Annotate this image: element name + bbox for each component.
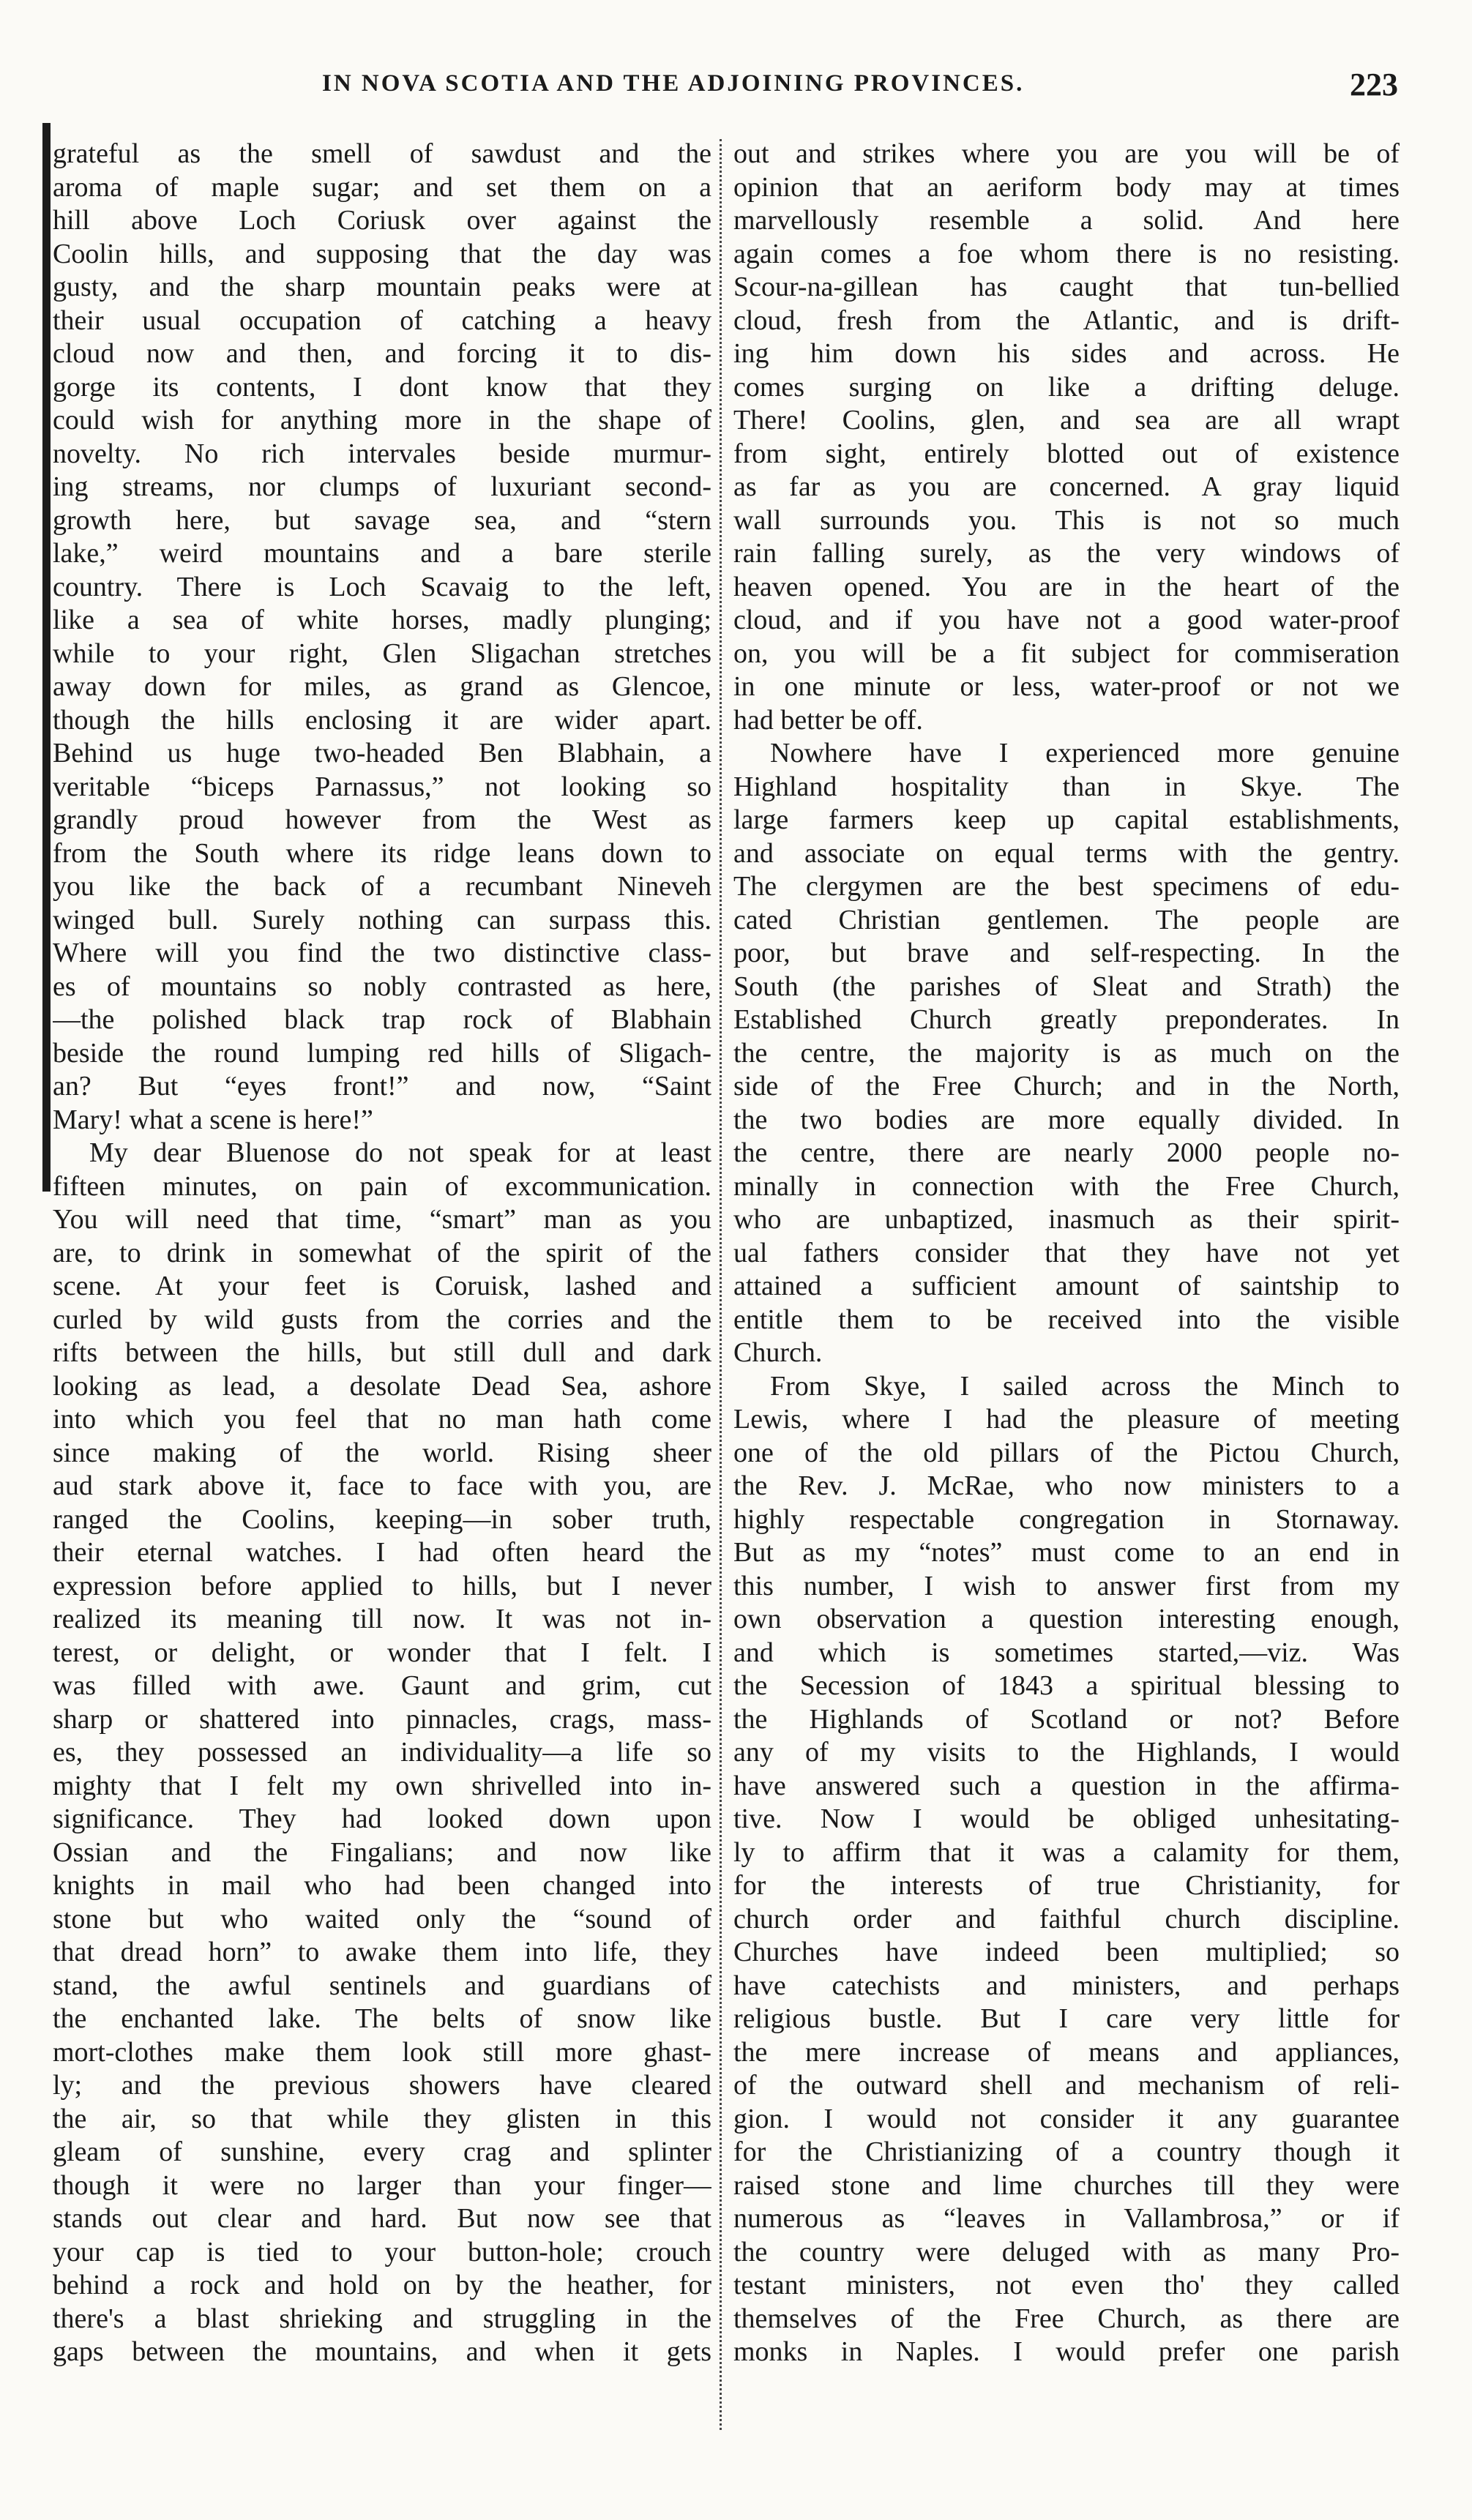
text-line: veritable “biceps Parnassus,” not looking so [53, 771, 711, 802]
text-line: My dear Bluenose do not speak for at least [89, 1137, 711, 1168]
text-line: cated Christian gentlemen. The people are [733, 904, 1400, 935]
text-line: ly; and the previous showers have cleared [53, 2070, 711, 2101]
text-line: poor, but brave and self-respecting. In the [733, 938, 1400, 968]
text-line: stone but who waited only the “sound of [53, 1903, 711, 1934]
text-line: raised stone and lime churches till they were [733, 2169, 1400, 2201]
text-line: curled by wild gusts from the corries and the [53, 1304, 711, 1335]
text-line: from the South where its ridge leans down to [53, 837, 711, 869]
text-line: Coolin hills, and supposing that the day was [53, 238, 711, 269]
text-line: ing streams, nor clumps of luxuriant second- [53, 471, 711, 502]
column-divider [720, 139, 722, 2430]
margin-rule [42, 123, 51, 1192]
text-line: have catechists and ministers, and perhaps [733, 1970, 1400, 2001]
text-line: this number, I wish to answer first from my [733, 1570, 1400, 1601]
text-line: from sight, entirely blotted out of existence [733, 438, 1400, 469]
text-line: who are unbaptized, inasmuch as their spirit- [733, 1204, 1400, 1235]
text-line: entitle them to be received into the visible [733, 1304, 1400, 1335]
text-line: though it were no larger than your finger— [53, 2169, 711, 2201]
text-line: es, they possessed an individuality—a life so [53, 1737, 711, 1768]
text-line: and which is sometimes started,—viz. Was [733, 1637, 1400, 1668]
text-line: gorge its contents, I dont know that they [53, 371, 711, 403]
text-line: the two bodies are more equally divided. In [733, 1104, 1400, 1135]
text-line: Where will you find the two distinctive class- [53, 938, 711, 968]
text-line: of the outward shell and mechanism of reli- [733, 2070, 1400, 2101]
text-line: in one minute or less, water-proof or not we [733, 671, 1400, 702]
text-line: Scour-na-gillean has caught that tun-bellied [733, 272, 1400, 302]
text-line: as far as you are concerned. A gray liquid [733, 471, 1400, 502]
text-line: expression before applied to hills, but I never [53, 1570, 711, 1601]
text-line: significance. They had looked down upon [53, 1803, 711, 1834]
text-line: country. There is Loch Scavaig to the left, [53, 571, 711, 602]
text-line: There! Coolins, glen, and sea are all wrapt [733, 405, 1400, 435]
text-line: You will need that time, “smart” man as you [53, 1204, 711, 1235]
text-line: you like the back of a recumbant Nineveh [53, 871, 711, 902]
text-line: ly to affirm that it was a calamity for them, [733, 1836, 1400, 1868]
text-line: again comes a foe whom there is no resisting. [733, 238, 1400, 269]
text-line: since making of the world. Rising sheer [53, 1437, 711, 1468]
text-line: ing him down his sides and across. He [733, 338, 1400, 369]
text-line: have answered such a question in the affirma- [733, 1770, 1400, 1801]
text-line: one of the old pillars of the Pictou Church, [733, 1437, 1400, 1468]
text-line: church order and faithful church discipline. [733, 1903, 1400, 1934]
text-line: Behind us huge two-headed Ben Blabhain, a [53, 738, 711, 769]
text-line: knights in mail who had been changed into [53, 1870, 711, 1901]
text-line: the centre, there are nearly 2000 people no- [733, 1137, 1400, 1168]
text-line: cloud, and if you have not a good water-proof [733, 605, 1400, 635]
text-line: own observation a question interesting enough, [733, 1604, 1400, 1634]
text-line: gusty, and the sharp mountain peaks were at [53, 272, 711, 302]
text-line: while to your right, Glen Sligachan stretches [53, 638, 711, 669]
text-line: Churches have indeed been multiplied; so [733, 1937, 1400, 1967]
text-line: the centre, the majority is as much on the [733, 1037, 1400, 1069]
text-line: away down for miles, as grand as Glencoe, [53, 671, 711, 702]
text-line: the air, so that while they glisten in this [53, 2103, 711, 2134]
text-line: was filled with awe. Gaunt and grim, cut [53, 1670, 711, 1701]
running-head [322, 67, 1405, 114]
text-line: the enchanted lake. The belts of snow like [53, 2003, 711, 2034]
text-line: highly respectable congregation in Stornaway. [733, 1503, 1400, 1535]
text-line: Lewis, where I had the pleasure of meeting [733, 1404, 1400, 1435]
text-line: any of my visits to the Highlands, I would [733, 1737, 1400, 1768]
text-line: lake,” weird mountains and a bare sterile [53, 538, 711, 569]
text-line: The clergymen are the best specimens of edu- [733, 871, 1400, 902]
text-line: your cap is tied to your button-hole; crouch [53, 2236, 711, 2267]
text-line: wall surrounds you. This is not so much [733, 504, 1400, 536]
text-line: Ossian and the Fingalians; and now like [53, 1836, 711, 1868]
text-line: themselves of the Free Church, as there are [733, 2303, 1400, 2334]
text-line: Church. [733, 1337, 823, 1368]
text-line: beside the round lumping red hills of Sligach- [53, 1037, 711, 1069]
text-line: comes surging on like a drifting deluge. [733, 371, 1400, 403]
text-line: Mary! what a scene is here!” [53, 1104, 373, 1135]
text-line: stand, the awful sentinels and guardians of [53, 1970, 711, 2001]
text-line: But as my “notes” must come to an end in [733, 1537, 1400, 1568]
text-line: terest, or delight, or wonder that I felt. I [53, 1637, 711, 1668]
text-line: —the polished black trap rock of Blabhain [53, 1004, 711, 1035]
text-line: are, to drink in somewhat of the spirit of the [53, 1237, 711, 1268]
text-line: minally in connection with the Free Church, [733, 1170, 1400, 1202]
text-line: aroma of maple sugar; and set them on a [53, 171, 711, 203]
text-line: scene. At your feet is Coruisk, lashed and [53, 1271, 711, 1301]
text-line: opinion that an aeriform body may at times [733, 171, 1400, 203]
text-line: looking as lead, a desolate Dead Sea, ashore [53, 1370, 711, 1402]
text-line: the mere increase of means and appliances, [733, 2036, 1400, 2068]
text-line: gaps between the mountains, and when it gets [53, 2336, 711, 2367]
text-line: into which you feel that no man hath come [53, 1404, 711, 1435]
text-line: marvellously resemble a solid. And here [733, 205, 1400, 236]
text-line: the Rev. J. McRae, who now ministers to a [733, 1470, 1400, 1501]
text-line: side of the Free Church; and in the North, [733, 1071, 1400, 1102]
running-title: IN NOVA SCOTIA AND THE ADJOINING PROVINCES. [322, 70, 1025, 97]
text-line: the Secession of 1843 a spiritual blessing to [733, 1670, 1400, 1701]
text-line: mort-clothes make them look still more ghast- [53, 2036, 711, 2068]
text-line: sharp or shattered into pinnacles, crags, mass- [53, 1703, 711, 1735]
text-line: attained a sufficient amount of saintship to [733, 1271, 1400, 1301]
text-line: out and strikes where you are you will be of [733, 138, 1400, 169]
text-line: like a sea of white horses, madly plunging; [53, 605, 711, 635]
text-line: for the interests of true Christianity, for [733, 1870, 1400, 1901]
text-line: large farmers keep up capital establishments, [733, 804, 1400, 835]
text-line: their eternal watches. I had often heard the [53, 1537, 711, 1568]
text-line: realized its meaning till now. It was not in- [53, 1604, 711, 1634]
text-line: rifts between the hills, but still dull and dark [53, 1337, 711, 1368]
text-line: their usual occupation of catching a heavy [53, 304, 711, 336]
text-line: for the Christianizing of a country though it [733, 2136, 1400, 2167]
text-line: there's a blast shrieking and struggling in the [53, 2303, 711, 2334]
text-line: an? But “eyes front!” and now, “Saint [53, 1071, 711, 1102]
right-column [733, 138, 1400, 2369]
text-line: Established Church greatly preponderates. In [733, 1004, 1400, 1035]
page-number: 223 [1350, 67, 1398, 102]
text-line: the country were deluged with as many Pro- [733, 2236, 1400, 2267]
text-line: South (the parishes of Sleat and Strath) the [733, 971, 1400, 1002]
text-line: had better be off. [733, 704, 923, 736]
text-line: fifteen minutes, on pain of excommunication. [53, 1170, 711, 1202]
text-line: growth here, but savage sea, and “stern [53, 504, 711, 536]
text-line: that dread horn” to awake them into life, they [53, 1937, 711, 1967]
text-line: on, you will be a fit subject for commiseration [733, 638, 1400, 669]
text-line: numerous as “leaves in Vallambrosa,” or if [733, 2203, 1400, 2234]
text-line: could wish for anything more in the shape of [53, 405, 711, 435]
left-column [53, 138, 711, 2369]
text-line: ranged the Coolins, keeping—in sober truth, [53, 1503, 711, 1535]
text-line: From Skye, I sailed across the Minch to [770, 1370, 1400, 1402]
text-line: the Highlands of Scotland or not? Before [733, 1703, 1400, 1735]
text-line: gleam of sunshine, every crag and splinter [53, 2136, 711, 2167]
text-line: novelty. No rich intervales beside murmur- [53, 438, 711, 469]
text-line: rain falling surely, as the very windows of [733, 538, 1400, 569]
text-line: Highland hospitality than in Skye. The [733, 771, 1400, 802]
text-line: cloud now and then, and forcing it to dis- [53, 338, 711, 369]
text-line: testant ministers, not even tho' they called [733, 2270, 1400, 2300]
text-line: stands out clear and hard. But now see that [53, 2203, 711, 2234]
text-line: religious bustle. But I care very little for [733, 2003, 1400, 2034]
text-line: aud stark above it, face to face with you, are [53, 1470, 711, 1501]
text-line: mighty that I felt my own shrivelled into in- [53, 1770, 711, 1801]
text-line: cloud, fresh from the Atlantic, and is drift- [733, 304, 1400, 336]
text-line: tive. Now I would be obliged unhesitating- [733, 1803, 1400, 1834]
text-line: behind a rock and hold on by the heather, for [53, 2270, 711, 2300]
text-line: winged bull. Surely nothing can surpass this. [53, 904, 711, 935]
text-line: grandly proud however from the West as [53, 804, 711, 835]
text-line: monks in Naples. I would prefer one parish [733, 2336, 1400, 2367]
text-line: es of mountains so nobly contrasted as here, [53, 971, 711, 1002]
text-line: grateful as the smell of sawdust and the [53, 138, 711, 169]
text-line: ual fathers consider that they have not yet [733, 1237, 1400, 1268]
text-line: Nowhere have I experienced more genuine [770, 738, 1400, 769]
text-line: and associate on equal terms with the gentry. [733, 837, 1400, 869]
text-line: gion. I would not consider it any guarantee [733, 2103, 1400, 2134]
text-line: hill above Loch Coriusk over against the [53, 205, 711, 236]
text-line: heaven opened. You are in the heart of the [733, 571, 1400, 602]
text-line: though the hills enclosing it are wider apart. [53, 704, 711, 736]
